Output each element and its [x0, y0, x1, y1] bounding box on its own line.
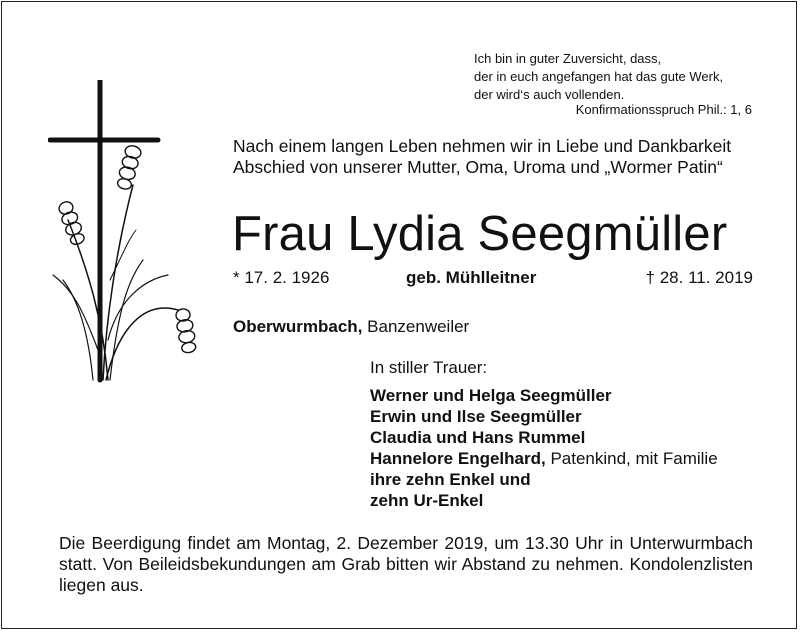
- mourning-intro: In stiller Trauer:: [370, 358, 488, 377]
- funeral-notice: Die Beerdigung findet am Montag, 2. Dezember 2019, um 13.30 Uhr in Unterwurmbach statt. Von Beileidsbekundungen am Grab bitten wir Abstand zu nehmen. Kondolenzlisten liegen aus.: [59, 533, 753, 595]
- mourner-name: zehn Ur-Enkel: [370, 491, 484, 510]
- mourner-name: Werner und Helga Seegmüller: [370, 386, 612, 405]
- verse-line: Ich bin in guter Zuversicht, dass,: [474, 51, 662, 66]
- verse-reference: Konfirmationsspruch Phil.: 1, 6: [575, 102, 752, 117]
- mourner-item: [370, 490, 718, 511]
- mourner-item: [370, 385, 718, 406]
- death-date: † 28. 11. 2019: [645, 268, 753, 287]
- verse-line: der wird‘s auch vollenden.: [474, 87, 625, 102]
- place-town: Oberwurmbach,: [233, 317, 363, 336]
- mourner-name: ihre zehn Enkel und: [370, 470, 531, 489]
- intro-text: Nach einem langen Leben nehmen wir in Liebe und Dankbarkeit Abschied von unserer Mutter, Oma, Uroma und „Wormer Patin“: [233, 136, 732, 177]
- mourner-name: Claudia und Hans Rummel: [370, 428, 586, 447]
- mourner-note: Patenkind, mit Familie: [550, 449, 718, 468]
- mourners-list: [370, 385, 718, 511]
- maiden-name: geb. Mühlleitner: [406, 268, 537, 287]
- mourner-item: [370, 427, 718, 448]
- mourner-name: Erwin und Ilse Seegmüller: [370, 407, 582, 426]
- mourner-item: [370, 448, 718, 469]
- mourner-item: [370, 406, 718, 427]
- birth-date: * 17. 2. 1926: [233, 268, 330, 287]
- verse-line: der in euch angefangen hat das gute Werk,: [474, 69, 724, 84]
- mourner-name: Hannelore Engelhard,: [370, 449, 546, 468]
- place-line: [233, 317, 469, 337]
- deceased-name: Frau Lydia Seegmüller: [232, 207, 728, 261]
- bible-verse: [474, 50, 723, 104]
- cross-with-wheat-icon: [48, 80, 218, 505]
- place-district: Banzenweiler: [367, 317, 470, 336]
- mourner-item: [370, 469, 718, 490]
